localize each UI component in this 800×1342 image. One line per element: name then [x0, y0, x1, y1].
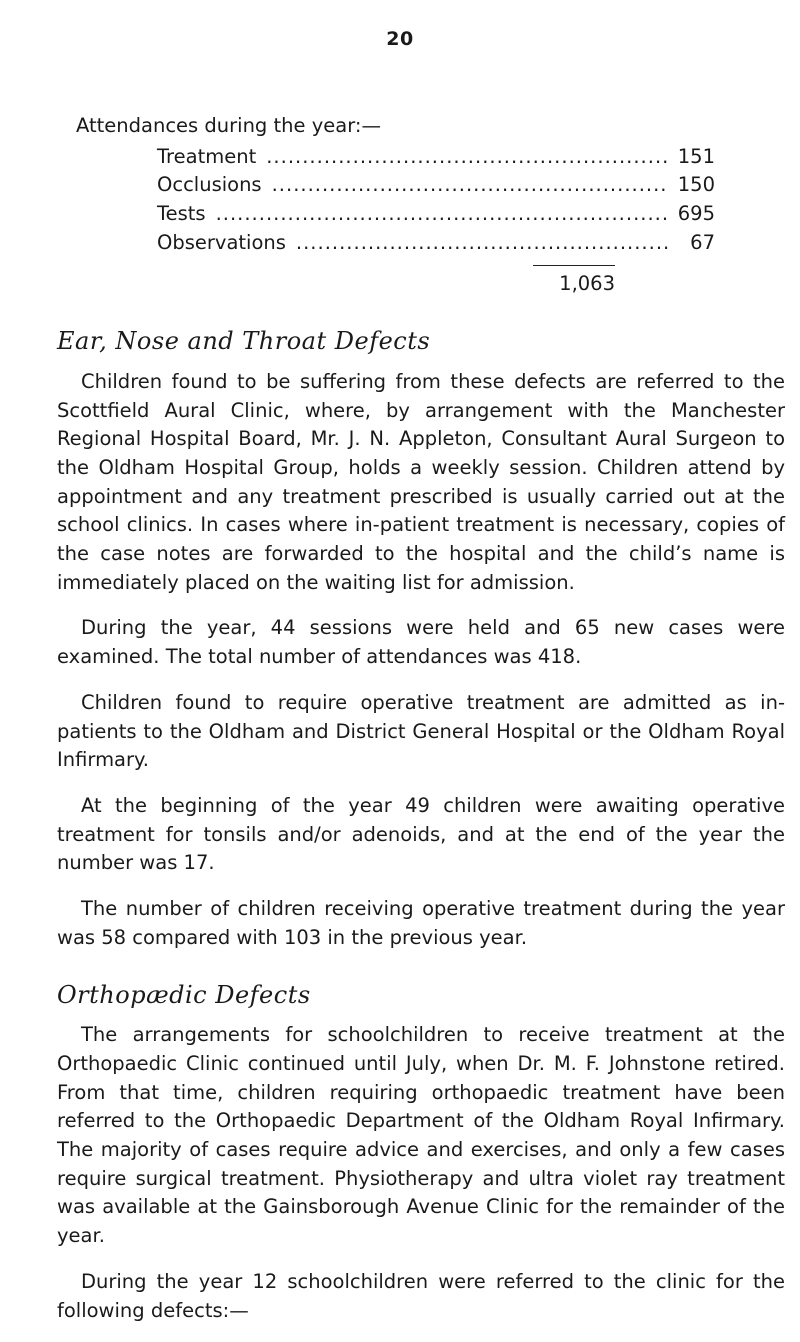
ent-section-title: Ear, Nose and Throat Defects [57, 327, 431, 356]
total-rule [533, 265, 615, 266]
attendance-label: Tests [157, 202, 206, 226]
attendance-row-occlusions [157, 171, 715, 200]
leader-dots [272, 171, 669, 200]
ent-paragraph: Children found to be suffering from these defects are referred to the Scottfield Aural Clinic, where, by arrangement with the Manchester Regional Hospital Board, Mr. J. N. Appleton, Consultant Aural Surgeon to the Oldham Hospital Group, holds a weekly session. Children attend by appointment and any treatment prescribed is usually carried out at the school clinics. In cases where in-patient treatment is necessary, copies of the case notes are forwarded to the hospital and the child’s name is immediately placed on the waiting list for admission. [57, 369, 785, 594]
attendances-intro: Attendances during the year:— [76, 114, 381, 137]
attendances-table [157, 143, 715, 258]
attendance-value: 67 [690, 230, 715, 254]
ent-paragraph: The number of children receiving operative treatment during the year was 58 compared with 103 in the previous year. [57, 897, 785, 949]
attendances-total: 1,063 [559, 272, 615, 296]
ent-paragraph: At the beginning of the year 49 children were awaiting operative treatment for tonsils and/or adenoids, and at the end of the year the number was 17. [57, 794, 785, 875]
attendance-value: 151 [677, 144, 715, 168]
ortho-paragraph: During the year 12 schoolchildren were referred to the clinic for the following defects:— [57, 1269, 785, 1322]
ent-paragraph: Children found to require operative treatment are admitted as in-patients to the Oldham and District General Hospital or the Oldham Royal Infirmary. [57, 690, 785, 772]
attendance-label: Occlusions [157, 173, 262, 197]
page-number: 20 [386, 28, 414, 50]
leader-dots [266, 143, 669, 172]
ortho-section-title: Orthopædic Defects [57, 980, 311, 1009]
leader-dots [216, 200, 669, 229]
leader-dots [296, 229, 669, 258]
page-content [57, 112, 785, 1342]
ent-paragraph: During the year, 44 sessions were held and 65 new cases were examined. The total number of attendances was 418. [57, 616, 785, 669]
attendance-row-tests [157, 200, 715, 229]
attendance-row-treatment [157, 143, 715, 172]
ortho-paragraph: The arrangements for schoolchildren to receive treatment at the Orthopaedic Clinic continued until July, when Dr. M. F. Johnstone retired. From that time, children requiring orthopaedic treatment have been referred to the Orthopaedic Department of the Oldham Royal Infirmary. The majority of cases require advice and exercises, and only a few cases require surgical treatment. Physiotherapy and ultra violet ray treatment was available at the Gainsborough Avenue Clinic for the remainder of the year. [57, 1023, 785, 1248]
attendance-row-observations [157, 229, 715, 258]
attendance-value: 695 [677, 202, 715, 226]
attendance-label: Treatment [157, 144, 257, 168]
attendance-label: Observations [157, 230, 286, 254]
attendance-value: 150 [677, 173, 715, 197]
